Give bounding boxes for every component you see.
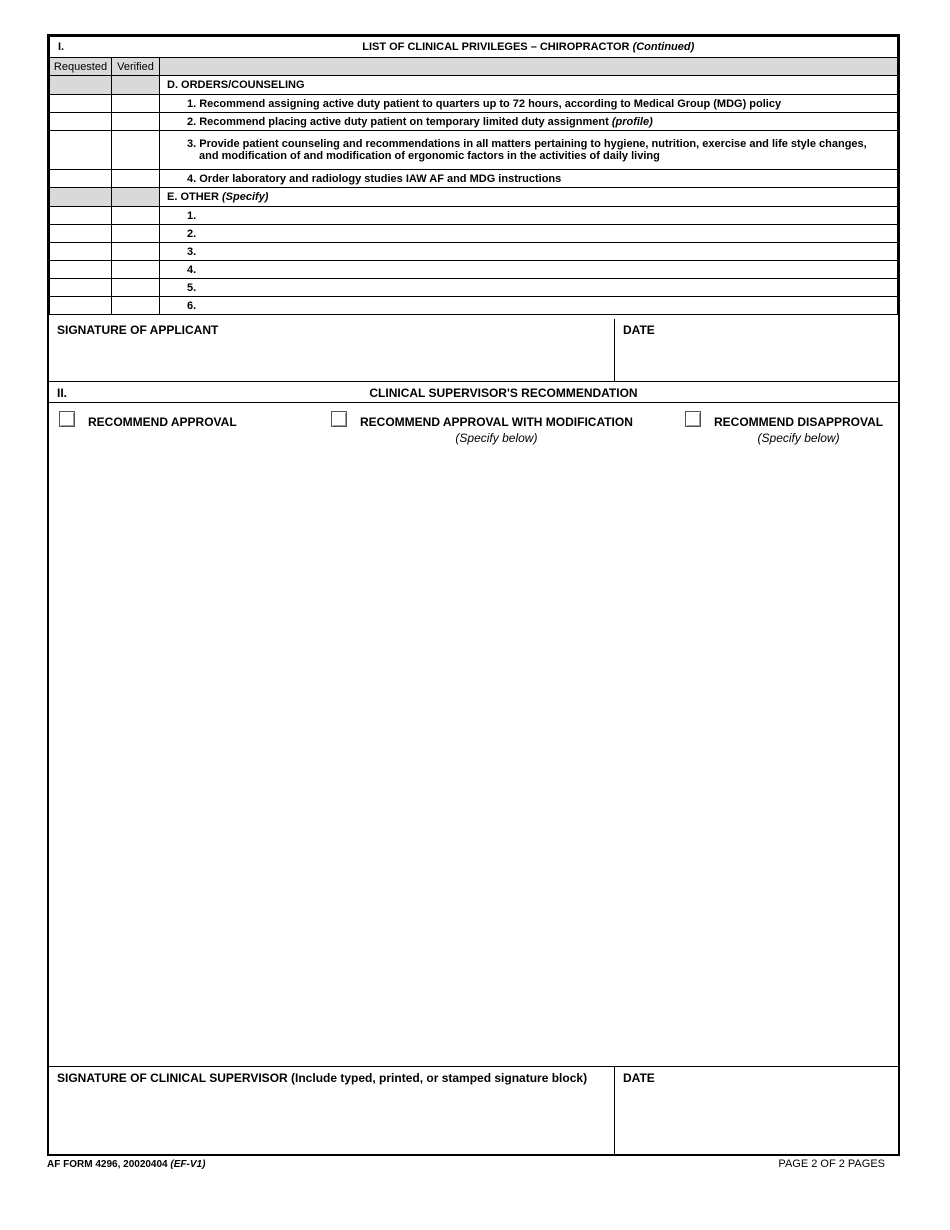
column-requested: Requested — [50, 58, 112, 76]
verified-input[interactable] — [112, 297, 160, 315]
applicant-date-field[interactable] — [614, 319, 655, 382]
privilege-item — [160, 170, 898, 188]
supervisor-date-label: DATE — [623, 1071, 655, 1085]
other-item[interactable]: 5. — [160, 279, 898, 297]
page-number: PAGE 2 OF 2 PAGES — [778, 1158, 885, 1170]
privilege-item-continued: and modification of and modification of ergonomic factors in the activities of daily living — [199, 150, 660, 162]
other-item[interactable]: 2. — [160, 225, 898, 243]
verified-input[interactable] — [112, 225, 160, 243]
recommend-modification-note: (Specify below) — [455, 431, 538, 445]
category-other-text: E. OTHER — [167, 191, 223, 203]
form-id-version: (EF-V1) — [170, 1159, 206, 1170]
category-other-italic: (Specify) — [222, 191, 269, 203]
section-number: I. — [50, 37, 112, 58]
column-verified: Verified — [112, 58, 160, 76]
requested-input[interactable] — [50, 225, 112, 243]
recommend-approval-option — [88, 415, 237, 429]
other-item[interactable]: 6. — [160, 297, 898, 315]
supervisor-signature-field[interactable] — [49, 1066, 898, 1156]
privilege-item-text: 4. Order laboratory and radiology studies IAW AF and MDG instructions — [187, 172, 562, 185]
recommend-modification-checkbox[interactable] — [331, 411, 347, 427]
verified-input[interactable] — [112, 170, 160, 188]
supervisor-signature-label: SIGNATURE OF CLINICAL SUPERVISOR (Include typed, printed, or stamped signature block) — [57, 1071, 588, 1085]
verified-cell — [112, 76, 160, 95]
privilege-item — [160, 113, 898, 131]
verified-input[interactable] — [112, 95, 160, 113]
verified-input[interactable] — [112, 131, 160, 170]
category-other — [160, 188, 898, 207]
privilege-item-text: 1. Recommend assigning active duty patient to quarters up to 72 hours, according to Medical Group (MDG) policy — [187, 97, 782, 110]
privilege-item — [160, 95, 898, 113]
applicant-date-label: DATE — [623, 323, 655, 337]
other-item[interactable]: 3. — [160, 243, 898, 261]
section2-number: II. — [57, 386, 68, 400]
verified-input[interactable] — [112, 207, 160, 225]
column-blank — [160, 58, 898, 76]
applicant-signature-field[interactable] — [49, 319, 898, 382]
verified-input[interactable] — [112, 261, 160, 279]
section-title-text: LIST OF CLINICAL PRIVILEGES – CHIROPRACTOR — [362, 41, 630, 53]
recommend-disapproval-option — [714, 415, 883, 445]
requested-input[interactable] — [50, 207, 112, 225]
verified-cell — [112, 188, 160, 207]
recommend-modification-label: RECOMMEND APPROVAL WITH MODIFICATION — [360, 415, 633, 429]
supervisor-date-field[interactable] — [614, 1067, 655, 1156]
recommend-approval-checkbox[interactable] — [59, 411, 75, 427]
verified-input[interactable] — [112, 243, 160, 261]
requested-input[interactable] — [50, 297, 112, 315]
recommend-approval-label: RECOMMEND APPROVAL — [88, 415, 237, 429]
requested-input[interactable] — [50, 131, 112, 170]
privilege-item-text: 2. Recommend placing active duty patient on temporary limited duty assignment — [187, 115, 612, 128]
requested-input[interactable] — [50, 113, 112, 131]
privilege-item — [160, 131, 898, 170]
requested-input[interactable] — [50, 243, 112, 261]
recommend-disapproval-checkbox[interactable] — [685, 411, 701, 427]
section2-header — [49, 381, 898, 403]
requested-cell — [50, 76, 112, 95]
verified-input[interactable] — [112, 279, 160, 297]
remarks-area[interactable] — [49, 456, 898, 1066]
form-identifier — [47, 1159, 205, 1170]
privileges-form — [47, 34, 900, 1156]
section-title-suffix: (Continued) — [632, 41, 695, 53]
requested-input[interactable] — [50, 261, 112, 279]
form-id-text: AF FORM 4296, 20020404 — [47, 1159, 171, 1170]
requested-input[interactable] — [50, 279, 112, 297]
requested-input[interactable] — [50, 170, 112, 188]
recommend-disapproval-note: (Specify below) — [757, 431, 840, 445]
recommend-disapproval-label: RECOMMEND DISAPPROVAL — [714, 415, 884, 429]
verified-input[interactable] — [112, 113, 160, 131]
section-title — [160, 37, 898, 58]
other-item[interactable]: 1. — [160, 207, 898, 225]
privilege-item-italic: (profile) — [611, 115, 653, 128]
other-item[interactable]: 4. — [160, 261, 898, 279]
spacer — [112, 37, 160, 58]
requested-cell — [50, 188, 112, 207]
recommend-modification-option — [360, 415, 633, 445]
requested-input[interactable] — [50, 95, 112, 113]
section2-title: CLINICAL SUPERVISOR'S RECOMMENDATION — [369, 386, 638, 400]
category-orders-counseling: D. ORDERS/COUNSELING — [160, 76, 898, 95]
applicant-signature-label: SIGNATURE OF APPLICANT — [57, 323, 219, 337]
privileges-table — [49, 36, 898, 315]
privilege-item-text: 3. Provide patient counseling and recommendations in all matters pertaining to hygiene, nutrition, exercise and life style changes, — [187, 138, 867, 150]
